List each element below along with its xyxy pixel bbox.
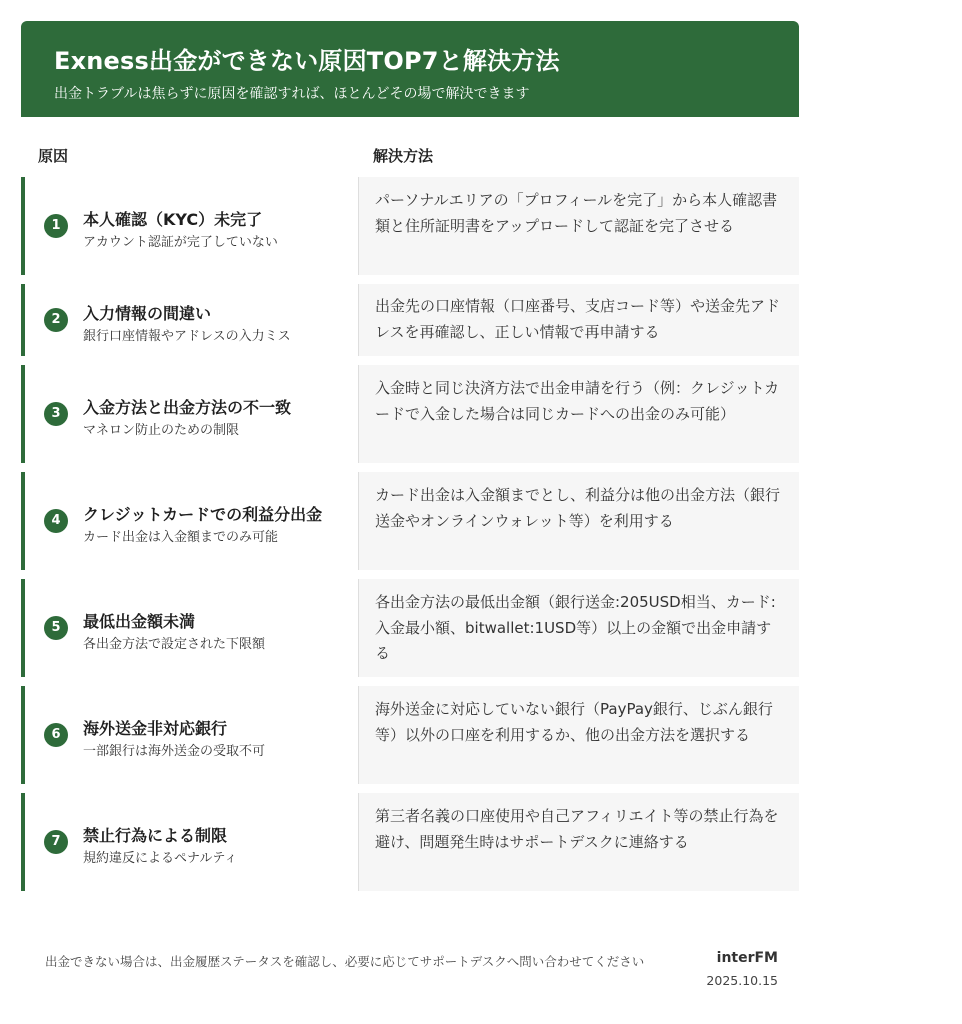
solution-text: 第三者名義の口座使用や自己アフィリエイト等の禁止行為を避け、問題発生時はサポートデスクに連絡する [375,807,779,851]
cause-cell [25,579,357,677]
solution-text: 各出金方法の最低出金額（銀行送金:205USD相当、カード:入金最小額、bitwallet:1USD等）以上の金額で出金申請する [375,593,776,662]
solution-cell [358,793,799,891]
table-row [21,793,799,891]
table-row [21,579,799,677]
table-row [21,177,799,275]
cause-subtitle: 規約違反によるペナルティ [83,851,238,866]
cause-subtitle: 一部銀行は海外送金の受取不可 [83,744,266,759]
cause-cell [25,365,357,463]
solution-text: カード出金は入金額までとし、利益分は他の出金方法（銀行送金やオンラインウォレット等）を利用する [375,486,781,530]
cause-cell [25,793,357,891]
cause-title: 入力情報の間違い [83,304,212,323]
publish-date: 2025.10.15 [706,973,778,988]
page-subtitle: 出金トラブルは焦らずに原因を確認すれば、ほとんどその場で解決できます [54,86,530,102]
cause-subtitle: アカウント認証が完了していない [83,235,278,250]
solution-cell [358,284,799,356]
row-number-badge: 7 [44,830,68,854]
cause-title: 本人確認（KYC）未完了 [83,210,263,229]
solution-cell [358,579,799,677]
table-row [21,686,799,784]
cause-subtitle: 各出金方法で設定された下限額 [83,637,266,652]
solution-text: 入金時と同じ決済方法で出金申請を行う（例：クレジットカードで入金した場合は同じカードへの出金のみ可能） [375,379,780,423]
solution-cell [358,365,799,463]
footer-note: 出金できない場合は、出金履歴ステータスを確認し、必要に応じてサポートデスクへ問い合わせてください [45,954,645,969]
table-row [21,365,799,463]
cause-subtitle: 銀行口座情報やアドレスの入力ミス [83,329,291,344]
solution-cell [358,177,799,275]
cause-title: 海外送金非対応銀行 [83,719,228,738]
cause-cell [25,284,357,356]
cause-title: 禁止行為による制限 [83,826,228,845]
table-row [21,284,799,356]
cause-subtitle: マネロン防止のための制限 [83,423,240,438]
solution-text: パーソナルエリアの「プロフィールを完了」から本人確認書類と住所証明書をアップロードして認証を完了させる [375,191,778,235]
column-header-cause: 原因 [38,147,69,165]
cause-cell [25,686,357,784]
solution-text: 海外送金に対応していない銀行（PayPay銀行、じぶん銀行等）以外の口座を利用するか、他の出金方法を選択する [375,700,773,744]
solution-cell [358,686,799,784]
row-number-badge: 1 [44,214,68,238]
cause-title: 入金方法と出金方法の不一致 [83,398,292,417]
cause-cell [25,472,357,570]
header-banner [21,21,799,117]
row-number-badge: 3 [44,402,68,426]
brand-name: interFM [716,950,778,966]
cause-title: 最低出金額未満 [83,612,196,631]
column-header-solution: 解決方法 [373,147,434,165]
cause-cell [25,177,357,275]
row-number-badge: 5 [44,616,68,640]
row-number-badge: 4 [44,509,68,533]
cause-title: クレジットカードでの利益分出金 [83,505,323,524]
solution-text: 出金先の口座情報（口座番号、支店コード等）や送金先アドレスを再確認し、正しい情報で再申請する [375,297,781,341]
row-number-badge: 2 [44,308,68,332]
row-number-badge: 6 [44,723,68,747]
cause-subtitle: カード出金は入金額までのみ可能 [83,530,279,545]
table-row [21,472,799,570]
page-title: Exness出金ができない原因TOP7と解決方法 [54,47,560,75]
solution-cell [358,472,799,570]
